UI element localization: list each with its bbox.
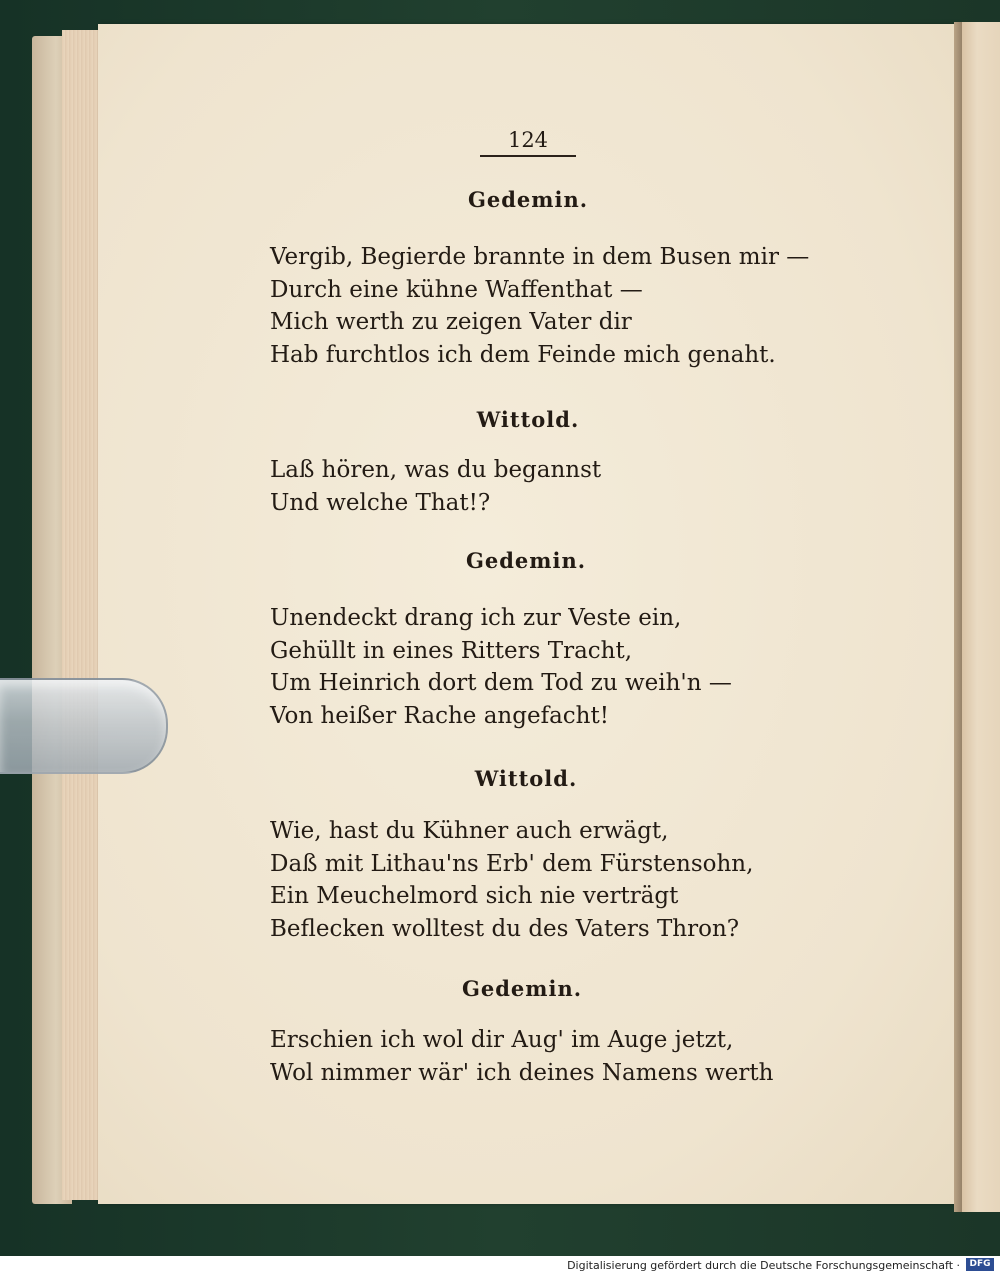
verse-line: Hab furchtlos ich dem Feinde mich genaht. (270, 341, 776, 368)
speaker-name: Gedemin. (461, 976, 583, 1001)
verse-line: Daß mit Lithau'ns Erb' dem Fürstensohn, (270, 850, 754, 877)
verse-line: Unendeckt drang ich zur Veste ein, (270, 605, 682, 631)
verse-block (270, 1024, 830, 1089)
dfg-logo-icon: DFG (966, 1258, 994, 1271)
verse-block (270, 602, 830, 732)
verse-line: Mich werth zu zeigen Vater dir (270, 309, 632, 335)
page-number: 124 (507, 128, 549, 152)
verse-line: Durch eine kühne Waffenthat — (270, 276, 643, 303)
verse-line: Vergib, Begierde brannte in dem Busen mir — (270, 244, 810, 270)
verse-line: Wol nimmer wär' ich deines Namens werth (270, 1059, 774, 1086)
header-rule (480, 155, 576, 157)
speaker-name: Wittold. (474, 766, 578, 791)
verse-line: Erschien ich wol dir Aug' im Auge jetzt, (270, 1027, 734, 1053)
verse-line: Von heißer Rache angefacht! (270, 702, 609, 729)
verse-line: Ein Meuchelmord sich nie verträgt (270, 883, 679, 909)
footer-credit: Digitalisierung gefördert durch die Deutsche Forschungsgemeinschaft · (567, 1259, 960, 1272)
verse-line: Und welche That!? (270, 489, 491, 516)
speaker-name: Gedemin. (467, 187, 589, 212)
verse-line: Beflecken wolltest du des Vaters Thron? (270, 915, 740, 942)
page-holder-clip (0, 678, 168, 774)
verse-block (270, 815, 830, 945)
verse-line: Um Heinrich dort dem Tod zu weih'n — (270, 670, 732, 696)
speaker-name: Gedemin. (465, 548, 587, 573)
verse-block (270, 241, 830, 371)
verse-line: Laß hören, was du begannst (270, 457, 602, 483)
verse-line: Gehüllt in eines Ritters Tracht, (270, 637, 633, 664)
speaker-name: Wittold. (476, 407, 580, 432)
verse-block (270, 454, 830, 519)
verse-line: Wie, hast du Kühner auch erwägt, (270, 818, 669, 844)
